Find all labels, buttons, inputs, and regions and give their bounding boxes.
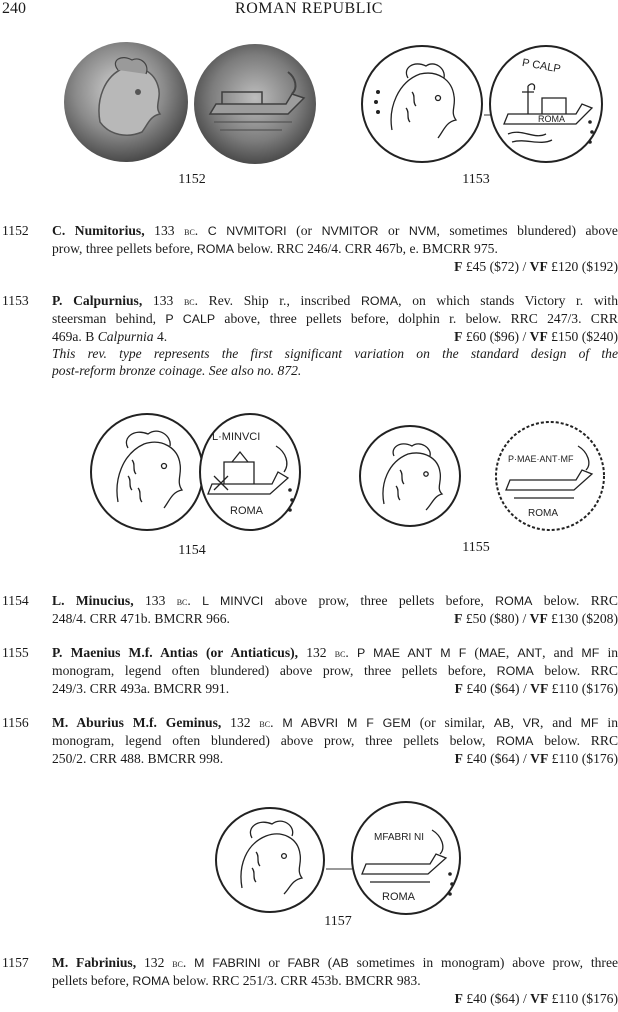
coin-legend: VR: [522, 716, 540, 730]
coin-photo-obverse-1152: [62, 40, 190, 169]
price-line: F £45 ($72) / VF £120 ($192): [454, 259, 618, 274]
coin-legend: ROMA: [360, 294, 399, 308]
figure-caption-1157: 1157: [324, 914, 352, 929]
coin-drawing-obverse-1153: [358, 42, 486, 171]
figure-caption-1154: 1154: [178, 543, 206, 558]
coin-legend-1153-ship: ROMA: [538, 114, 565, 124]
era-label: bc: [259, 716, 271, 730]
coin-legend: AB: [332, 956, 349, 970]
moneyer-name: L. Minucius,: [52, 593, 134, 608]
entry-number: 1156: [2, 715, 29, 730]
page-number: 240: [2, 0, 26, 17]
coin-drawing-obverse-1155: [358, 424, 462, 533]
coin-legend: ROMA: [495, 594, 533, 608]
coin-drawing-reverse-1155: [494, 420, 606, 537]
price-line: F £40 ($64) / VF £110 ($176): [454, 751, 618, 766]
coin-legend-1155-bottom: ROMA: [528, 508, 558, 519]
entry-date: 133: [154, 223, 175, 238]
entry-number: 1155: [2, 645, 29, 660]
coin-legend: P MAE ANT M F: [356, 646, 467, 660]
coin-drawing-obverse-1157: [212, 804, 328, 921]
figure-caption-1155: 1155: [462, 540, 490, 555]
era-label: bc: [334, 646, 346, 660]
entry-note: post-reform bronze coinage. See also no. 872.: [52, 363, 302, 378]
coin-legend: NVM: [408, 224, 437, 238]
price-line: F £40 ($64) / VF £110 ($176): [454, 681, 618, 696]
coin-legend: ROMA: [132, 974, 170, 988]
coin-drawing-reverse-1153: [488, 42, 604, 171]
entry-note: This rev. type represents the first significant variation on the standard design of the: [52, 346, 618, 361]
coin-legend: FABR: [287, 956, 320, 970]
moneyer-name: P. Calpurnius,: [52, 293, 143, 308]
coin-legend: ROMA: [496, 734, 534, 748]
coin-legend: ANT: [517, 646, 543, 660]
era-label: bc: [183, 294, 195, 308]
era-label: bc: [172, 956, 183, 970]
coin-legend-1153-top: P CALP: [521, 56, 562, 76]
moneyer-name: M. Fabrinius,: [52, 955, 137, 970]
era-label: bc: [176, 594, 188, 608]
figure-caption-1152: 1152: [178, 172, 206, 187]
coin-legend: C NVMITORI: [207, 224, 287, 238]
moneyer-name: C. Numitorius,: [52, 223, 145, 238]
figure-caption-1153: 1153: [462, 172, 490, 187]
coin-legend: L MINVCI: [202, 594, 264, 608]
era-label: bc: [184, 224, 195, 238]
coin-legend: MF: [580, 716, 599, 730]
coin-legend: ROMA: [496, 664, 534, 678]
entry-number: 1157: [2, 955, 29, 970]
coin-legend: ROMA: [196, 242, 234, 256]
coin-legend: NVMITOR: [321, 224, 379, 238]
coin-drawing-reverse-1157: [350, 800, 462, 921]
moneyer-name: P. Maenius M.f. Antias (or Antiaticus),: [52, 645, 299, 660]
price-line: F £50 ($80) / VF £130 ($208): [454, 611, 618, 626]
coin-divider-1157: [326, 858, 352, 876]
coin-photo-reverse-1152: [192, 42, 318, 171]
coin-legend: MAE: [478, 646, 506, 660]
coin-drawing-obverse-1154: [88, 410, 206, 539]
coin-drawing-reverse-1154: [198, 410, 302, 539]
coin-legend: P CALP: [165, 312, 216, 326]
price-line: F £40 ($64) / VF £110 ($176): [454, 991, 618, 1006]
coin-legend: M ABVRI M F GEM: [282, 716, 411, 730]
entry-number: 1152: [2, 223, 29, 238]
price-line: F £60 ($96) / VF £150 ($240): [454, 329, 618, 344]
entry-number: 1153: [2, 293, 29, 308]
coin-legend-1155-top: P·MAE·ANT·MF: [508, 454, 574, 464]
entry-number: 1154: [2, 593, 29, 608]
coin-legend-1154-bottom: ROMA: [230, 505, 263, 517]
coin-legend-1157-top: MFABRI NI: [374, 832, 425, 843]
moneyer-name: M. Aburius M.f. Geminus,: [52, 715, 222, 730]
running-title: ROMAN REPUBLIC: [235, 0, 383, 17]
coin-legend: M FABRINI: [194, 956, 261, 970]
coin-legend: MF: [581, 646, 600, 660]
coin-legend-1157-bottom: ROMA: [382, 891, 415, 903]
coin-legend: AB: [493, 716, 511, 730]
coin-legend-1154-top: L·MINVCI: [212, 431, 261, 443]
